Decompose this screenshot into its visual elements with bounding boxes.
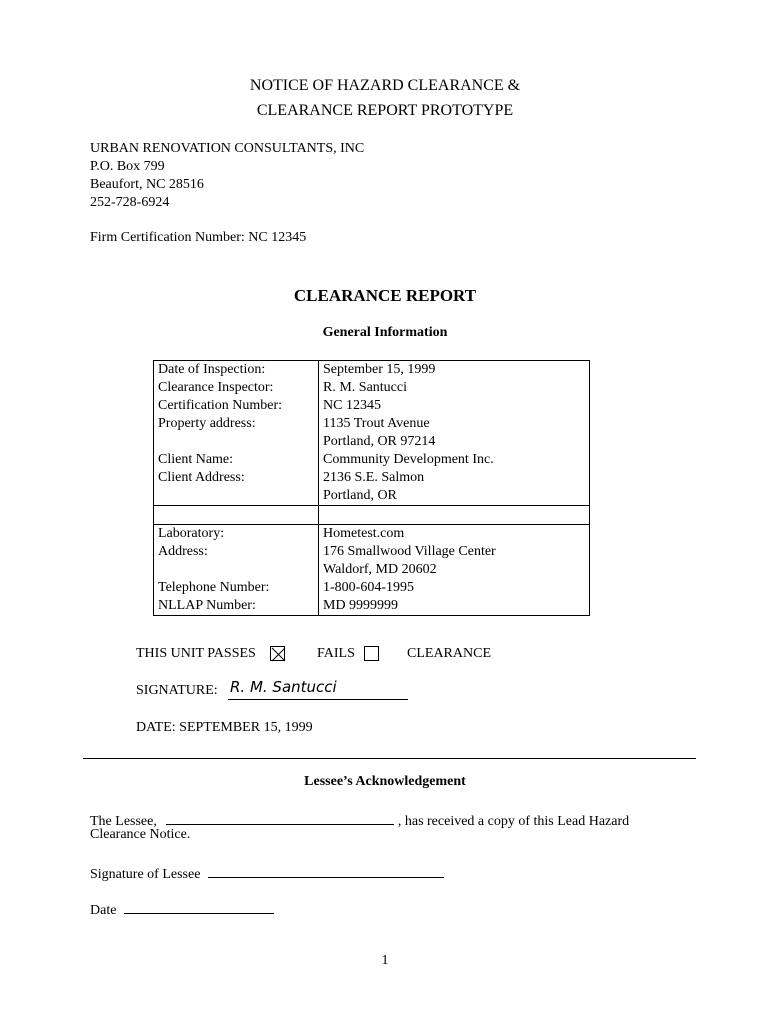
row-label: Date of Inspection: <box>158 362 266 377</box>
lessee-date-blank[interactable] <box>124 899 274 914</box>
row-value: September 15, 1999 <box>323 362 436 377</box>
clearance-label: CLEARANCE <box>407 646 491 661</box>
company-city-state: Beaufort, NC 28516 <box>90 177 204 192</box>
company-phone: 252-728-6924 <box>90 195 170 210</box>
firm-certification: Firm Certification Number: NC 12345 <box>90 230 307 245</box>
lessee-date-label: Date <box>90 903 117 918</box>
passes-label: THIS UNIT PASSES <box>136 646 256 661</box>
row-value: 1135 Trout Avenue <box>323 416 430 431</box>
signature-label: SIGNATURE: <box>136 683 218 698</box>
report-title: CLEARANCE REPORT <box>293 286 477 305</box>
row-value: 176 Smallwood Village Center <box>323 544 496 559</box>
x-mark-icon <box>271 647 286 662</box>
document-title-line1 <box>0 75 770 97</box>
row-label: Client Address: <box>158 470 245 485</box>
row-label: Address: <box>158 544 208 559</box>
title-line2-text: CLEARANCE REPORT PROTOTYPE <box>256 102 514 119</box>
row-value: R. M. Santucci <box>323 380 407 395</box>
inspector-signature: R. M. Santucci <box>230 678 337 696</box>
row-value: Portland, OR 97214 <box>323 434 436 449</box>
row-label: Laboratory: <box>158 526 225 541</box>
row-value: Community Development Inc. <box>323 452 494 467</box>
company-po-box: P.O. Box 799 <box>90 159 165 174</box>
lessee-signature-label: Signature of Lessee <box>90 867 201 882</box>
row-value: 2136 S.E. Salmon <box>323 470 425 485</box>
row-label: Property address: <box>158 416 256 431</box>
fails-label: FAILS <box>317 646 355 661</box>
lessee-statement-line2: Clearance Notice. <box>90 827 191 842</box>
general-info-table <box>153 360 590 616</box>
lessee-signature-blank[interactable] <box>208 863 444 878</box>
row-label: Telephone Number: <box>158 580 270 595</box>
company-block <box>90 140 364 212</box>
inspection-date-line: DATE: SEPTEMBER 15, 1999 <box>136 720 313 735</box>
row-value: Hometest.com <box>323 526 405 541</box>
lessee-name-blank[interactable] <box>166 810 394 825</box>
table-row <box>154 361 590 506</box>
lessee-prefix: The Lessee, <box>90 814 157 829</box>
fails-checkbox[interactable] <box>364 646 379 661</box>
row-value: NC 12345 <box>323 398 381 413</box>
row-value: 1-800-604-1995 <box>323 580 414 595</box>
lessee-signature-row <box>90 863 444 883</box>
row-label: Certification Number: <box>158 398 283 413</box>
row-label: Client Name: <box>158 452 234 467</box>
acknowledgement-title: Lessee’s Acknowledgement <box>304 774 466 789</box>
row-value: Portland, OR <box>323 488 397 503</box>
passes-checkbox[interactable] <box>270 646 285 661</box>
company-name: URBAN RENOVATION CONSULTANTS, INC <box>90 141 365 156</box>
row-label: Clearance Inspector: <box>158 380 274 395</box>
lessee-suffix: , has received a copy of this Lead Hazard <box>397 814 630 829</box>
page-number: 1 <box>381 953 389 968</box>
title-line1-text: NOTICE OF HAZARD CLEARANCE & <box>249 77 521 94</box>
document-title-line2 <box>0 100 770 122</box>
section-divider <box>83 758 696 759</box>
row-value: Waldorf, MD 20602 <box>323 562 437 577</box>
lessee-date-row <box>90 899 274 919</box>
row-label: NLLAP Number: <box>158 598 256 613</box>
table-row <box>154 525 590 616</box>
row-value: MD 9999999 <box>323 598 399 613</box>
table-row-blank <box>154 506 590 525</box>
section-title: General Information <box>322 325 448 340</box>
